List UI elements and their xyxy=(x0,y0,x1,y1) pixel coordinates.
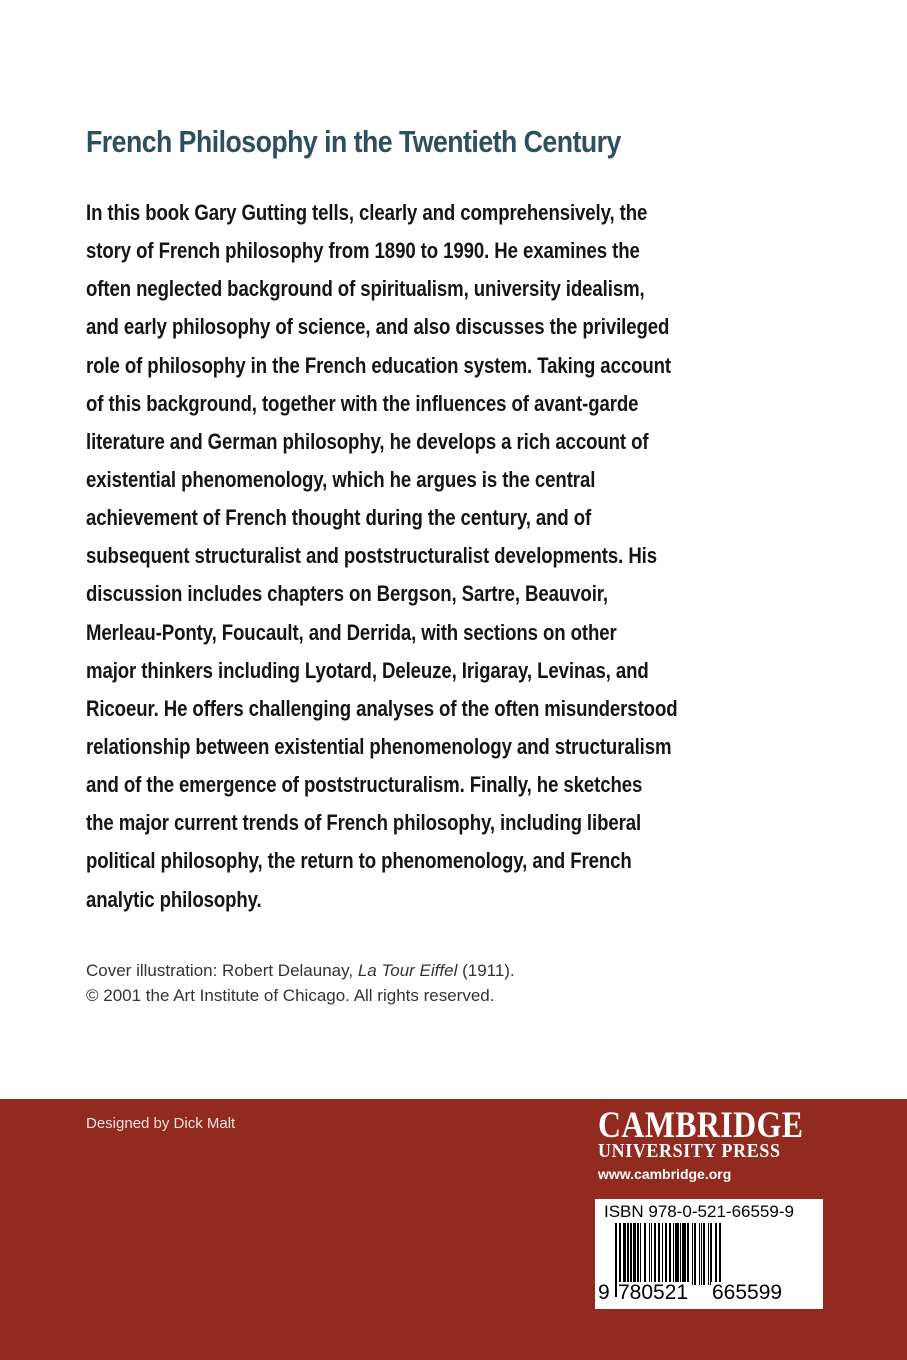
barcode-bar xyxy=(640,1223,641,1285)
barcode-digit-first: 9 xyxy=(598,1281,610,1304)
barcode-digits-right: 665599 xyxy=(712,1281,783,1304)
blurb-line: the major current trends of French philosophy, including liberal xyxy=(86,810,642,836)
blurb-line: subsequent structuralist and poststructuralist developments. His xyxy=(86,543,658,569)
isbn-label: ISBN 978-0-521-66559-9 xyxy=(604,1202,794,1221)
barcode-bar xyxy=(662,1223,663,1285)
blurb-line: relationship between existential phenomenology and structuralism xyxy=(86,733,672,759)
blurb-line: role of philosophy in the French education system. Taking account xyxy=(86,352,672,378)
barcode-digits-left: 780521 xyxy=(618,1281,689,1304)
barcode-bar xyxy=(633,1223,636,1285)
blurb-line: Ricoeur. He offers challenging analyses of the often misunderstood xyxy=(86,695,678,721)
barcode-bar xyxy=(630,1223,632,1285)
barcode-bar xyxy=(649,1223,650,1285)
blurb-line: analytic philosophy. xyxy=(86,886,262,912)
publisher-name: CAMBRIDGE xyxy=(598,1105,804,1146)
barcode-bar xyxy=(692,1223,693,1285)
barcode-bar xyxy=(687,1223,689,1285)
barcode-bar xyxy=(651,1223,652,1285)
barcode-bar xyxy=(669,1223,671,1297)
barcode-bar xyxy=(694,1223,696,1285)
barcode-bar xyxy=(673,1223,674,1285)
copyright-notice: © 2001 the Art Institute of Chicago. All rights reserved. xyxy=(86,986,495,1005)
blurb-line: major thinkers including Lyotard, Deleuze, Irigaray, Levinas, and xyxy=(86,657,649,683)
book-blurb xyxy=(86,194,836,919)
barcode-bar xyxy=(675,1223,679,1285)
publisher-url[interactable]: www.cambridge.org xyxy=(598,1166,732,1182)
barcode-box xyxy=(595,1199,823,1309)
barcode-bar xyxy=(710,1223,712,1285)
blurb-line: of this background, together with the influences of avant-garde xyxy=(86,390,639,416)
cover-credit xyxy=(86,958,786,1008)
blurb-line: story of French philosophy from 1890 to 1990. He examines the xyxy=(86,238,640,264)
cover-illustration-credit: Cover illustration: Robert Delaunay, La Tour Eiffel (1911). xyxy=(86,961,515,980)
blurb-line: political philosophy, the return to phenomenology, and French xyxy=(86,848,632,874)
barcode-bar xyxy=(719,1223,721,1297)
barcode-bar xyxy=(654,1223,656,1285)
blurb-line: In this book Gary Gutting tells, clearly and comprehensively, the xyxy=(86,200,648,225)
barcode-bar xyxy=(619,1223,621,1297)
designer-credit: Designed by Dick Malt xyxy=(86,1115,236,1132)
publisher-subname: UNIVERSITY PRESS xyxy=(598,1141,781,1162)
barcode-bar xyxy=(715,1223,717,1297)
barcode-icon xyxy=(601,1223,817,1301)
barcode-bar xyxy=(708,1223,709,1285)
blurb-line: achievement of French thought during the century, and of xyxy=(86,505,592,531)
barcode-bar xyxy=(627,1223,629,1285)
barcode-bar xyxy=(644,1223,646,1285)
barcode-bar xyxy=(658,1223,660,1285)
barcode-bar xyxy=(680,1223,681,1285)
barcode-bar xyxy=(615,1223,617,1297)
book-title: French Philosophy in the Twentieth Century xyxy=(86,124,621,159)
blurb-line: Merleau-Ponty, Foucault, and Derrida, with sections on other xyxy=(86,619,617,645)
barcode-bar xyxy=(682,1223,686,1285)
blurb-line: and of the emergence of poststructuralism. Finally, he sketches xyxy=(86,772,643,798)
barcode-bar xyxy=(637,1223,639,1285)
barcode-bar xyxy=(703,1223,705,1285)
blurb-line: existential phenomenology, which he argues is the central xyxy=(86,466,596,492)
barcode-bar xyxy=(701,1223,702,1285)
barcode-bar xyxy=(665,1223,667,1297)
blurb-line: often neglected background of spiritualism, university idealism, xyxy=(86,276,645,302)
artwork-title: La Tour Eiffel xyxy=(357,961,458,980)
blurb-line: literature and German philosophy, he develops a rich account of xyxy=(86,428,649,454)
barcode-bar xyxy=(623,1223,626,1285)
blurb-line: discussion includes chapters on Bergson, Sartre, Beauvoir, xyxy=(86,581,608,607)
barcode-bar xyxy=(699,1223,700,1285)
blurb-line: and early philosophy of science, and also discusses the privileged xyxy=(86,314,670,340)
